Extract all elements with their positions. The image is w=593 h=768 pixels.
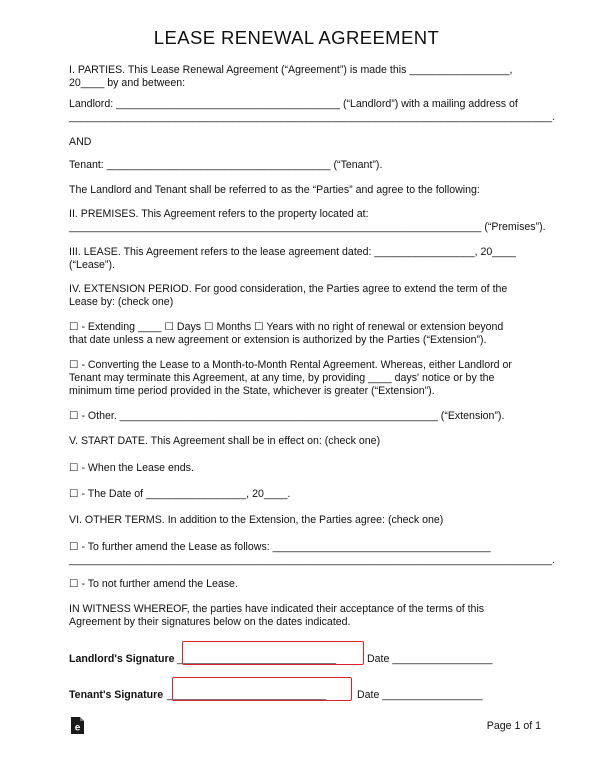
extension-option-2-line-2: Tenant may terminate this Agreement, at any time, by providing ____ days' notice or by the [69, 372, 495, 384]
premises-line-1: II. PREMISES. This Agreement refers to the property located at: [69, 208, 369, 220]
extension-option-1-line-1[interactable]: ☐ - Extending ____ ☐ Days ☐ Months ☐ Years with no right of renewal or extension beyond [69, 321, 504, 333]
witness-line-1: IN WITNESS WHEREOF, the parties have indicated their acceptance of the terms of this [69, 603, 485, 615]
start-date-line: V. START DATE. This Agreement shall be in effect on: (check one) [69, 435, 381, 447]
parties-line-2: 20____ by and between: [69, 77, 186, 89]
landlord-signature-line: ___________________________ [177, 653, 337, 665]
extension-line-1: IV. EXTENSION PERIOD. For good consideration, the Parties agree to extend the term of the [69, 283, 508, 295]
document-title: LEASE RENEWAL AGREEMENT [153, 27, 440, 48]
lease-line-2: (“Lease”). [69, 259, 115, 271]
landlord-date-field[interactable]: Date _________________ [367, 653, 493, 665]
document-e-icon [70, 716, 85, 735]
landlord-line: Landlord: ______________________________________ (“Landlord”) with a mailing address of [69, 98, 518, 110]
tenant-signature-field[interactable] [172, 677, 352, 701]
tenant-signature-label: Tenant's Signature [69, 689, 164, 701]
premises-line-2: ______________________________________________________________________ (“Premises”). [69, 221, 546, 233]
witness-line-2: Agreement by their signatures below on the dates indicated. [69, 616, 351, 628]
start-date-option-2[interactable]: ☐ - The Date of _________________, 20____. [69, 488, 291, 500]
other-terms-option-1-line-1[interactable]: ☐ - To further amend the Lease as follows: _____________________________________ [69, 541, 491, 553]
extension-option-1-line-2: that date unless a new agreement or extension is authorized by the Parties (“Extension”). [69, 334, 487, 346]
landlord-signature-label: Landlord's Signature [69, 653, 175, 665]
parties-line-1: I. PARTIES. This Lease Renewal Agreement (“Agreement”) is made this _________________, [69, 64, 513, 76]
and-text: AND [69, 136, 92, 148]
tenant-line: Tenant: ______________________________________ (“Tenant”). [69, 159, 383, 171]
parties-definition: The Landlord and Tenant shall be referred to as the “Parties” and agree to the following: [69, 184, 480, 196]
page-number: Page 1 of 1 [486, 720, 541, 732]
tenant-date-field[interactable]: Date _________________ [357, 689, 483, 701]
start-date-option-1[interactable]: ☐ - When the Lease ends. [69, 462, 194, 474]
extension-option-3-line[interactable]: ☐ - Other. ______________________________________________________ (“Extension”). [69, 410, 505, 422]
landlord-signature-field[interactable] [182, 641, 364, 665]
extension-option-2-line-3: minimum time period provided in the State, whichever is greater (“Extension”). [69, 385, 435, 397]
svg-text:e: e [74, 722, 81, 734]
other-terms-line: VI. OTHER TERMS. In addition to the Extension, the Parties agree: (check one) [69, 514, 444, 526]
extension-option-2-line-1[interactable]: ☐ - Converting the Lease to a Month-to-Month Rental Agreement. Whereas, either Landlord or [69, 359, 512, 371]
landlord-address-line: __________________________________________________________________________________. [69, 111, 556, 123]
extension-line-2: Lease by: (check one) [69, 296, 174, 308]
lease-line-1: III. LEASE. This Agreement refers to the lease agreement dated: _________________, 20____ [69, 246, 516, 258]
other-terms-option-1-line-2: __________________________________________________________________________________. [69, 554, 556, 566]
tenant-signature-line: ___________________________ [167, 689, 327, 701]
other-terms-option-2[interactable]: ☐ - To not further amend the Lease. [69, 578, 238, 590]
